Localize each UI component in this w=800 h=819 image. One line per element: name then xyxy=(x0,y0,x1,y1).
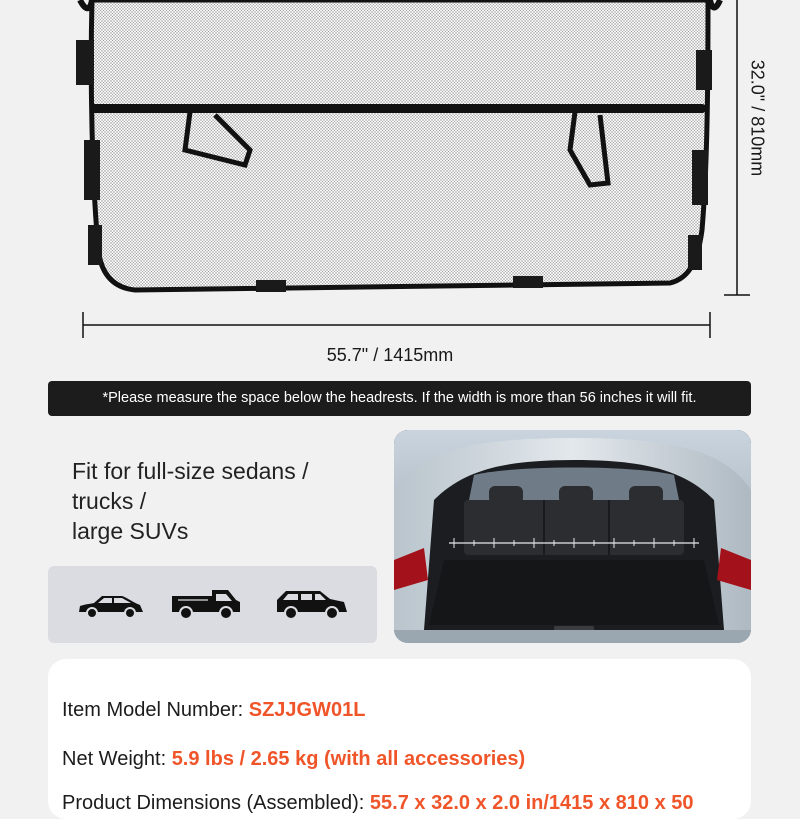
height-dimension-label: 32.0" / 810mm xyxy=(747,59,768,177)
spec-dimensions-value: 55.7 x 32.0 x 2.0 in/1415 x 810 x 50 xyxy=(369,792,694,814)
cargo-net-image xyxy=(0,0,800,380)
spec-model-label: Item Model Number: xyxy=(62,699,244,721)
spec-dimensions-label: Product Dimensions (Assembled): xyxy=(62,792,365,814)
spec-model-row xyxy=(62,699,365,722)
measurement-notice: *Please measure the space below the headrests. If the width is more than 56 inches it will fit. xyxy=(48,381,751,416)
trunk-illustration xyxy=(394,430,751,643)
spec-dimensions-row xyxy=(62,792,694,815)
suv-icon xyxy=(274,588,350,622)
car-trunk-photo xyxy=(394,430,751,643)
fit-line-1: Fit for full-size sedans / xyxy=(72,458,309,484)
fit-line-3: large SUVs xyxy=(72,518,189,544)
spec-weight-value: 5.9 lbs / 2.65 kg (with all accessories) xyxy=(171,748,526,770)
fit-line-2: trucks / xyxy=(72,488,147,514)
width-dimension-label: 55.7" / 1415mm xyxy=(326,345,454,365)
pickup-truck-icon xyxy=(170,586,242,622)
spec-weight-row xyxy=(62,748,525,771)
sedan-icon xyxy=(76,592,146,622)
fit-description xyxy=(72,456,308,546)
vehicle-icons-panel xyxy=(48,566,377,643)
product-image-area xyxy=(0,0,800,380)
specifications-card xyxy=(48,659,751,819)
spec-model-value: SZJJGW01L xyxy=(248,699,366,721)
spec-weight-label: Net Weight: xyxy=(62,748,167,770)
